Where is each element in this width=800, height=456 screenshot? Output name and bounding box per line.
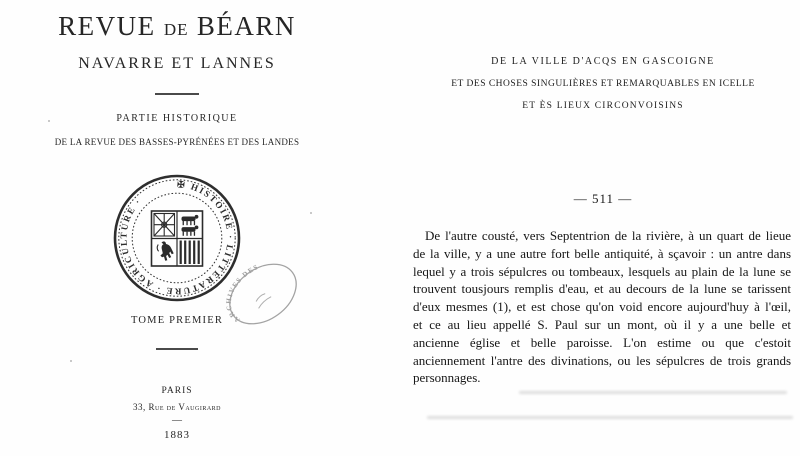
section-subheading: DE LA REVUE DES BASSES-PYRÉNÉES ET DES LANDES: [54, 137, 300, 147]
title-page: [0, 0, 354, 456]
stamp-inner-marks: [253, 291, 272, 308]
page-showthrough: [427, 416, 793, 419]
scan-speck: [310, 212, 312, 214]
quarter-bearn-cows: [182, 215, 199, 236]
chapter-heading-line3: ET ÈS LIEUX CIRCONVOISINS: [522, 101, 684, 111]
page-showthrough: [519, 391, 787, 394]
text-page: [413, 0, 793, 456]
imprint-year: 1883: [164, 429, 190, 441]
imprint-address: 33, Rue de Vaugirard: [132, 402, 221, 412]
quarter-pallets: [180, 241, 200, 265]
imprint-city: PARIS: [161, 386, 193, 396]
title-word-bearn: BÉARN: [196, 11, 296, 41]
body-paragraph: De l'autre cousté, vers Septentrion de la rivière, à un quart de lieue de la ville, y a une autre fort belle antiquité, à sçavoir : un antre dans lequel y a trois sépulcres ou tombeaux, lesquels au plain de la lune se trouvent tousjours remplis d'eau, et au decours de la lune se tarissent d'eux mesmes (1), et est chose qu'on void encore aujourd'huy à l'œil, et ce au lieu appellé S. Paul sur un mont, où il y a une belle et ancienne église et belle paroisse. L'on estime ou que c'estoit anciennement l'antre des divinations, ou les sépulcres de trois grands personnages.: [413, 228, 791, 386]
stamp-text: ARCHIVES DES: [224, 262, 261, 325]
scan-speck: [48, 120, 50, 122]
imprint-separator: —: [172, 415, 182, 426]
seal-shield: [152, 211, 203, 266]
section-heading: PARTIE HISTORIQUE: [116, 113, 238, 124]
title-word-revue: REVUE: [58, 11, 156, 41]
title-word-de: DE: [163, 20, 189, 39]
chapter-heading-line2: ET DES CHOSES SINGULIÈRES ET REMARQUABLES EN ICELLE: [451, 79, 755, 89]
page-title: [0, 11, 354, 42]
ornamental-rule: [156, 348, 198, 350]
page-number: — 511 —: [573, 191, 633, 206]
ornamental-rule: [155, 93, 199, 95]
seal-emblem-icon: [113, 174, 241, 302]
scan-speck: [70, 360, 72, 362]
quarter-navarre-chains: [154, 214, 175, 237]
page-subtitle: NAVARRE ET LANNES: [78, 55, 276, 72]
quarter-lion-rampant: [157, 241, 174, 260]
chapter-heading: [413, 56, 793, 111]
volume-label: TOME PREMIER: [130, 315, 224, 326]
chapter-heading-line1: DE LA VILLE D'ACQS EN GASCOIGNE: [491, 56, 715, 67]
seal-rim-text: ✠ HISTOIRE · LITTÉRATURE · AGRICULTURE ·: [118, 179, 236, 297]
